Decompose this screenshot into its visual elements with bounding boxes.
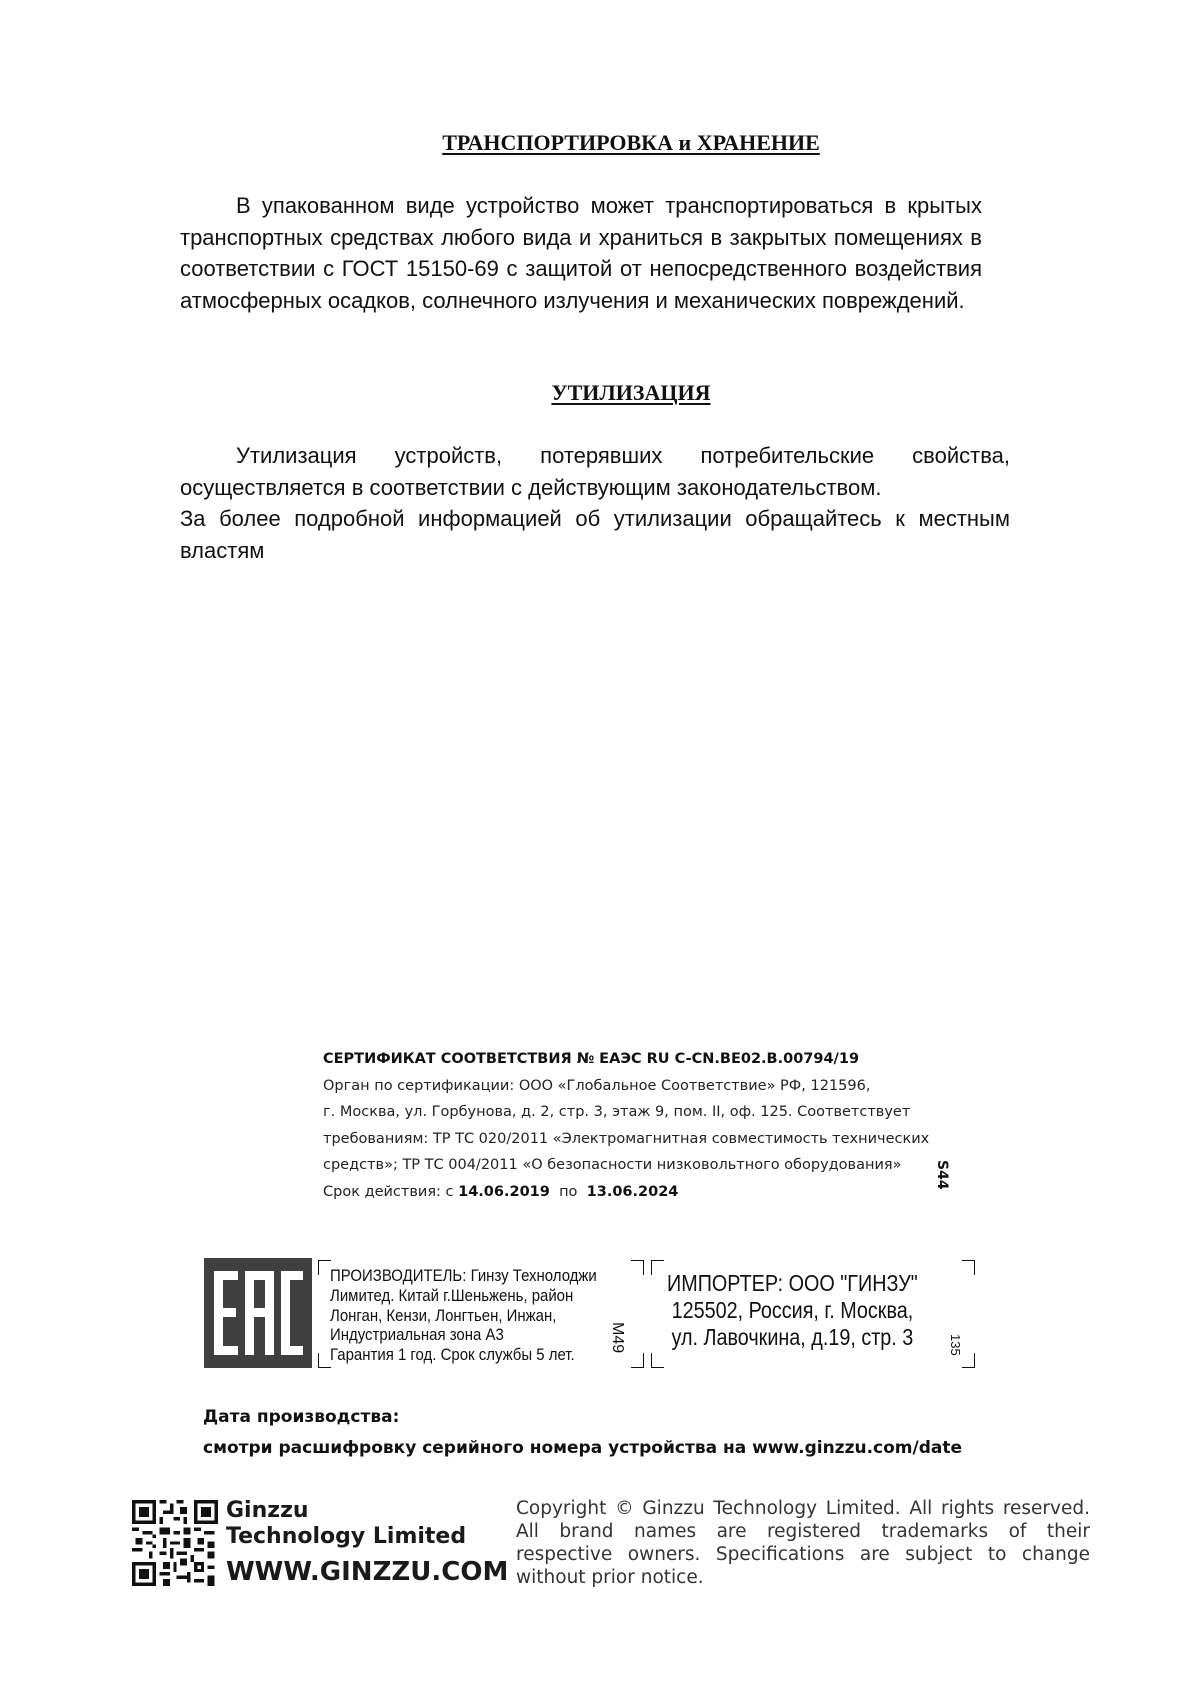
certificate-line: Орган по сертификации: ООО «Глобальное Соответствие» РФ, 121596, — [323, 1077, 871, 1094]
production-date-text: смотри расшифровку серийного номера устройства на www.ginzzu.com/date — [203, 1438, 963, 1458]
transport-storage-heading: ТРАНСПОРТИРОВКА и ХРАНЕНИЕ — [442, 130, 820, 155]
valid-from-date: 14.06.2019 — [458, 1183, 550, 1200]
producer-line: Индустриальная зона А3 — [330, 1325, 504, 1345]
producer-line: Лимитед. Китай г.Шеньжень, район — [330, 1285, 574, 1305]
certificate-line: г. Москва, ул. Горбунова, д. 2, стр. 3, этаж 9, пом. II, оф. 125. Соответствует — [323, 1104, 911, 1120]
certificate-line: требованиям: ТР ТС 020/2011 «Электромагнитная совместимость технических — [323, 1130, 930, 1147]
production-date-label: Дата производства: — [203, 1407, 400, 1427]
production-date-block — [203, 1402, 962, 1464]
certificate-line: средств»; ТР ТС 004/2011 «О безопасности низковольтного оборудования» — [323, 1157, 902, 1173]
company-name-line1: Ginzzu — [226, 1498, 309, 1523]
producer-side-code: M49 — [609, 1322, 626, 1354]
valid-to-date: 13.06.2024 — [586, 1183, 679, 1200]
disposal-paragraph — [180, 440, 1010, 503]
disposal-heading: УТИЛИЗАЦИЯ — [551, 380, 711, 405]
certificate-validity: Срок действия: с 14.06.2019 по 13.06.2024 — [323, 1183, 679, 1200]
company-website: WWW.GINZZU.COM — [226, 1557, 509, 1587]
certificate-title: СЕРТИФИКАТ СООТВЕТСТВИЯ № ЕАЭС RU C-CN.BE02.B.00794/19 — [323, 1051, 860, 1067]
company-name-line2: Technology Limited — [226, 1524, 467, 1549]
importer-line: 125502, Россия, г. Москва, — [671, 1297, 914, 1323]
transport-storage-text: В упакованном виде устройство может транспортироваться в крытых транспортных средствах любого вида и храниться в закрытых помещениях в соответствии с ГОСТ 15150-69 с защитой от непосредственного воздействия атмосферных осадков, солнечного излучения и механических повреждений. — [180, 193, 982, 313]
producer-line: ПРОИЗВОДИТЕЛЬ: Гинзу Технолоджи — [330, 1266, 597, 1285]
producer-text — [330, 1266, 597, 1365]
certificate-side-code: S44 — [934, 1160, 950, 1190]
transport-storage-paragraph — [180, 190, 982, 316]
importer-line: ИМПОРТЕР: ООО "ГИНЗУ" — [667, 1270, 918, 1296]
qr-code-icon — [132, 1500, 218, 1586]
disposal-contact-paragraph: За более подробной информацией об утилизации обращайтесь к местным властям — [180, 506, 1010, 563]
producer-line: Лонган, Кензи, Лонгтьен, Инжан, — [330, 1305, 557, 1325]
eac-logo — [204, 1258, 312, 1368]
importer-box — [651, 1260, 975, 1368]
importer-line: ул. Лавочкина, д.19, стр. 3 — [671, 1324, 914, 1350]
company-brand — [226, 1498, 508, 1588]
certificate-block — [323, 1046, 973, 1205]
disposal-text: Утилизация устройств, потерявших потребительские свойства, осуществляется в соответствии с действующим законодательством. — [180, 443, 1010, 500]
producer-box — [318, 1260, 644, 1368]
producer-line: Гарантия 1 год. Срок службы 5 лет. — [330, 1345, 575, 1365]
copyright-notice: Copyright © Ginzzu Technology Limited. All rights reserved. All brand names are registered trademarks of their respective owners. Specifications are subject to change without prior notice. — [516, 1498, 1090, 1588]
importer-side-code: 135 — [948, 1334, 963, 1356]
importer-text — [667, 1270, 918, 1351]
